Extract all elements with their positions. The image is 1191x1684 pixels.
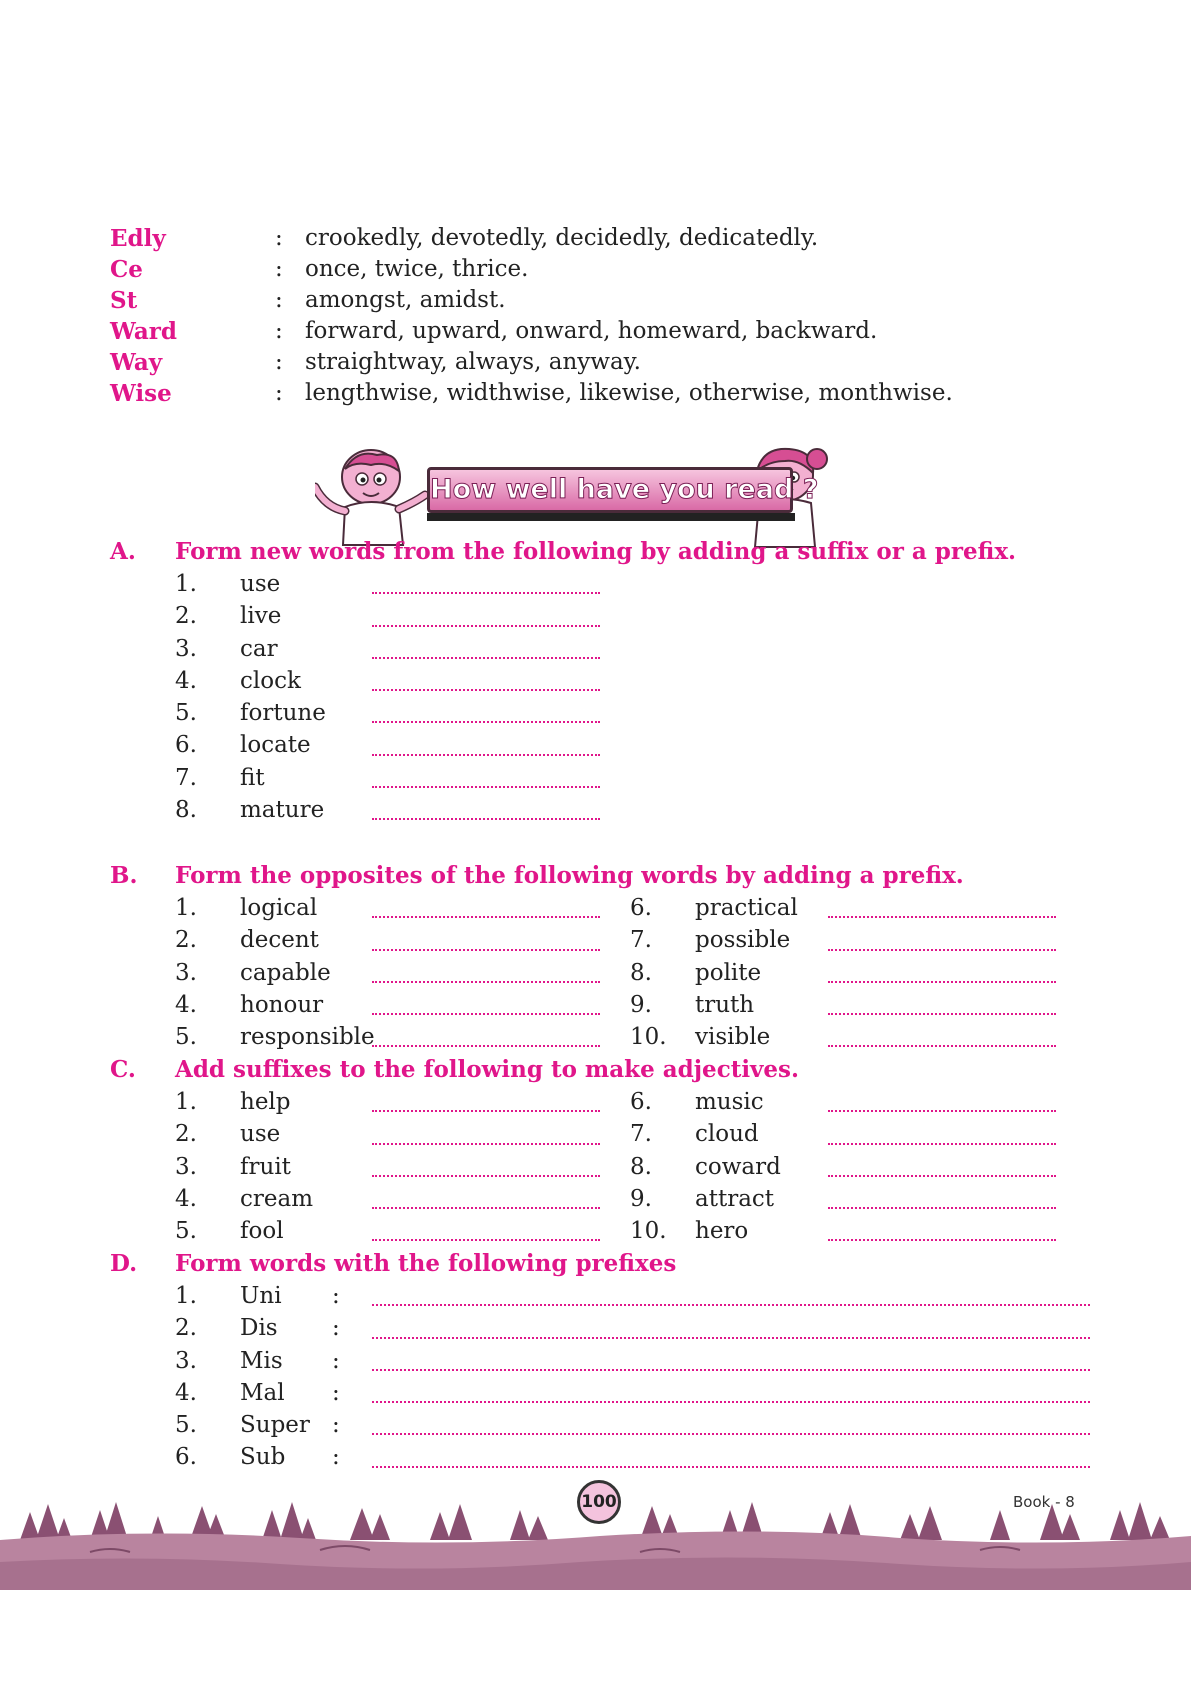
section-b — [110, 862, 1110, 1056]
answer-blank[interactable] — [372, 1013, 600, 1015]
suffix-key: Way — [110, 349, 163, 376]
prefix-colon: : — [332, 1412, 340, 1439]
answer-blank[interactable] — [372, 1143, 600, 1145]
question-row — [110, 1348, 1110, 1380]
item-number: 8. — [630, 959, 652, 986]
item-word: honour — [240, 991, 324, 1018]
question-row — [110, 571, 1110, 603]
prefix-colon: : — [332, 1283, 340, 1309]
question-row — [110, 1380, 1110, 1412]
banner-divider — [427, 513, 795, 521]
section-heading — [110, 1056, 1110, 1089]
item-number: 7. — [175, 764, 197, 791]
answer-blank[interactable] — [372, 625, 600, 627]
suffix-colon: : — [275, 380, 283, 406]
item-number: 8. — [175, 797, 197, 824]
question-row — [110, 1412, 1110, 1444]
item-word: responsible — [240, 1024, 375, 1051]
question-row — [110, 668, 1110, 700]
item-word: mature — [240, 797, 325, 824]
suffix-examples: amongst, amidst. — [305, 287, 506, 313]
banner-title: How well have you read ? — [427, 467, 793, 513]
section-heading — [110, 538, 1110, 571]
item-number: 6. — [630, 1089, 652, 1115]
section-title: Form the opposites of the following words by adding a prefix. — [175, 862, 964, 889]
suffix-colon: : — [275, 225, 283, 251]
item-word: cream — [240, 1185, 314, 1212]
question-row — [110, 1218, 1110, 1250]
item-number: 4. — [175, 1185, 197, 1212]
suffix-key: Wise — [110, 380, 172, 407]
answer-blank[interactable] — [828, 916, 1056, 918]
item-number: 7. — [630, 1121, 652, 1148]
answer-blank[interactable] — [372, 818, 600, 820]
section-d — [110, 1250, 1110, 1477]
answer-blank[interactable] — [372, 1207, 600, 1209]
question-row — [110, 700, 1110, 732]
question-row — [110, 1154, 1110, 1186]
answer-blank[interactable] — [372, 1401, 1090, 1403]
item-prefix: Uni — [240, 1283, 282, 1309]
item-word: use — [240, 1121, 281, 1148]
item-word: polite — [695, 959, 762, 986]
book-label: Book - 8 — [1013, 1493, 1075, 1511]
answer-blank[interactable] — [828, 949, 1056, 951]
answer-blank[interactable] — [372, 657, 600, 659]
question-row — [110, 1186, 1110, 1218]
question-row — [110, 765, 1110, 797]
answer-blank[interactable] — [372, 721, 600, 723]
item-number: 2. — [175, 1121, 197, 1148]
answer-blank[interactable] — [828, 1045, 1056, 1047]
page-footer — [0, 1480, 1191, 1590]
item-word: clock — [240, 667, 301, 694]
item-word: visible — [695, 1024, 771, 1051]
section-heading — [110, 862, 1110, 895]
item-number: 1. — [175, 1283, 197, 1309]
item-word: truth — [695, 991, 755, 1018]
section-letter: A. — [110, 538, 136, 565]
answer-blank[interactable] — [372, 1369, 1090, 1371]
item-word: car — [240, 635, 278, 662]
answer-blank[interactable] — [372, 592, 600, 594]
item-number: 5. — [175, 1218, 197, 1245]
answer-blank[interactable] — [372, 1337, 1090, 1339]
page-number: 100 — [577, 1480, 621, 1524]
question-row — [110, 1444, 1110, 1476]
question-row — [110, 1024, 1110, 1056]
item-number: 3. — [175, 959, 197, 986]
suffix-key: Edly — [110, 225, 166, 252]
section-title: Add suffixes to the following to make adjectives. — [175, 1056, 800, 1083]
answer-blank[interactable] — [372, 1110, 600, 1112]
answer-blank[interactable] — [372, 786, 600, 788]
answer-blank[interactable] — [828, 1175, 1056, 1177]
prefix-colon: : — [332, 1347, 340, 1374]
item-number: 4. — [175, 1379, 197, 1406]
item-word: practical — [695, 895, 798, 921]
item-number: 3. — [175, 1347, 197, 1374]
item-number: 5. — [175, 700, 197, 727]
item-number: 10. — [630, 1024, 667, 1051]
item-number: 2. — [175, 927, 197, 954]
question-row — [110, 636, 1110, 668]
question-row — [110, 1283, 1110, 1315]
item-number: 6. — [175, 1444, 197, 1471]
item-prefix: Dis — [240, 1315, 278, 1342]
item-number: 5. — [175, 1412, 197, 1439]
item-prefix: Sub — [240, 1444, 286, 1471]
question-row — [110, 732, 1110, 764]
answer-blank[interactable] — [372, 754, 600, 756]
item-word: cloud — [695, 1121, 759, 1148]
answer-blank[interactable] — [372, 981, 600, 983]
item-number: 1. — [175, 1089, 197, 1115]
item-number: 2. — [175, 603, 197, 630]
answer-blank[interactable] — [372, 1433, 1090, 1435]
question-row — [110, 895, 1110, 927]
suffix-key: Ward — [110, 318, 177, 345]
answer-blank[interactable] — [372, 1304, 1090, 1306]
answer-blank[interactable] — [828, 1239, 1056, 1241]
prefix-colon: : — [332, 1315, 340, 1342]
suffix-examples: lengthwise, widthwise, likewise, otherwise, monthwise. — [305, 380, 953, 406]
suffix-key: St — [110, 287, 138, 314]
item-word: music — [695, 1089, 764, 1115]
item-prefix: Mis — [240, 1347, 283, 1374]
item-prefix: Super — [240, 1412, 310, 1439]
suffix-colon: : — [275, 256, 283, 282]
item-number: 2. — [175, 1315, 197, 1342]
item-number: 4. — [175, 991, 197, 1018]
suffix-colon: : — [275, 349, 283, 375]
item-word: help — [240, 1089, 291, 1115]
answer-blank[interactable] — [828, 981, 1056, 983]
item-word: fit — [240, 764, 265, 791]
question-row — [110, 603, 1110, 635]
answer-blank[interactable] — [372, 1239, 600, 1241]
item-number: 3. — [175, 635, 197, 662]
question-row — [110, 1089, 1110, 1121]
suffix-colon: : — [275, 318, 283, 344]
item-number: 6. — [630, 895, 652, 921]
item-word: attract — [695, 1185, 775, 1212]
item-word: use — [240, 571, 281, 597]
section-letter: D. — [110, 1250, 138, 1277]
suffix-examples: forward, upward, onward, homeward, backward. — [305, 318, 878, 344]
prefix-colon: : — [332, 1379, 340, 1406]
suffix-examples: once, twice, thrice. — [305, 256, 529, 282]
suffix-colon: : — [275, 287, 283, 313]
question-row — [110, 1121, 1110, 1153]
question-row — [110, 960, 1110, 992]
answer-blank[interactable] — [372, 1175, 600, 1177]
item-number: 1. — [175, 571, 197, 597]
item-word: fool — [240, 1218, 284, 1245]
section-title: Form words with the following prefixes — [175, 1250, 677, 1277]
item-word: locate — [240, 732, 311, 759]
question-row — [110, 1315, 1110, 1347]
item-word: decent — [240, 927, 319, 954]
section-c — [110, 1056, 1110, 1250]
section-title: Form new words from the following by adding a suffix or a prefix. — [175, 538, 1017, 565]
item-word: live — [240, 603, 282, 630]
item-word: hero — [695, 1218, 749, 1245]
question-row — [110, 927, 1110, 959]
answer-blank[interactable] — [372, 689, 600, 691]
answer-blank[interactable] — [372, 949, 600, 951]
answer-blank[interactable] — [372, 1466, 1090, 1468]
answer-blank[interactable] — [828, 1207, 1056, 1209]
item-number: 10. — [630, 1218, 667, 1245]
item-word: coward — [695, 1153, 781, 1180]
section-heading — [110, 1250, 1110, 1283]
question-row — [110, 797, 1110, 829]
item-number: 9. — [630, 1185, 652, 1212]
item-number: 7. — [630, 927, 652, 954]
suffix-key: Ce — [110, 256, 143, 283]
item-word: capable — [240, 959, 331, 986]
prefix-colon: : — [332, 1444, 340, 1471]
answer-blank[interactable] — [372, 916, 600, 918]
section-a — [110, 538, 1110, 829]
question-row — [110, 992, 1110, 1024]
item-word: fortune — [240, 700, 326, 727]
answer-blank[interactable] — [372, 1045, 600, 1047]
item-number: 8. — [630, 1153, 652, 1180]
item-word: fruit — [240, 1153, 291, 1180]
item-number: 1. — [175, 895, 197, 921]
item-prefix: Mal — [240, 1379, 285, 1406]
answer-blank[interactable] — [828, 1143, 1056, 1145]
section-letter: B. — [110, 862, 138, 889]
item-number: 5. — [175, 1024, 197, 1051]
item-number: 6. — [175, 732, 197, 759]
suffix-examples: crookedly, devotedly, decidedly, dedicatedly. — [305, 225, 819, 251]
suffix-examples: straightway, always, anyway. — [305, 349, 641, 375]
item-word: possible — [695, 927, 791, 954]
answer-blank[interactable] — [828, 1013, 1056, 1015]
item-number: 9. — [630, 991, 652, 1018]
answer-blank[interactable] — [828, 1110, 1056, 1112]
item-word: logical — [240, 895, 318, 921]
item-number: 4. — [175, 667, 197, 694]
section-letter: C. — [110, 1056, 136, 1083]
item-number: 3. — [175, 1153, 197, 1180]
